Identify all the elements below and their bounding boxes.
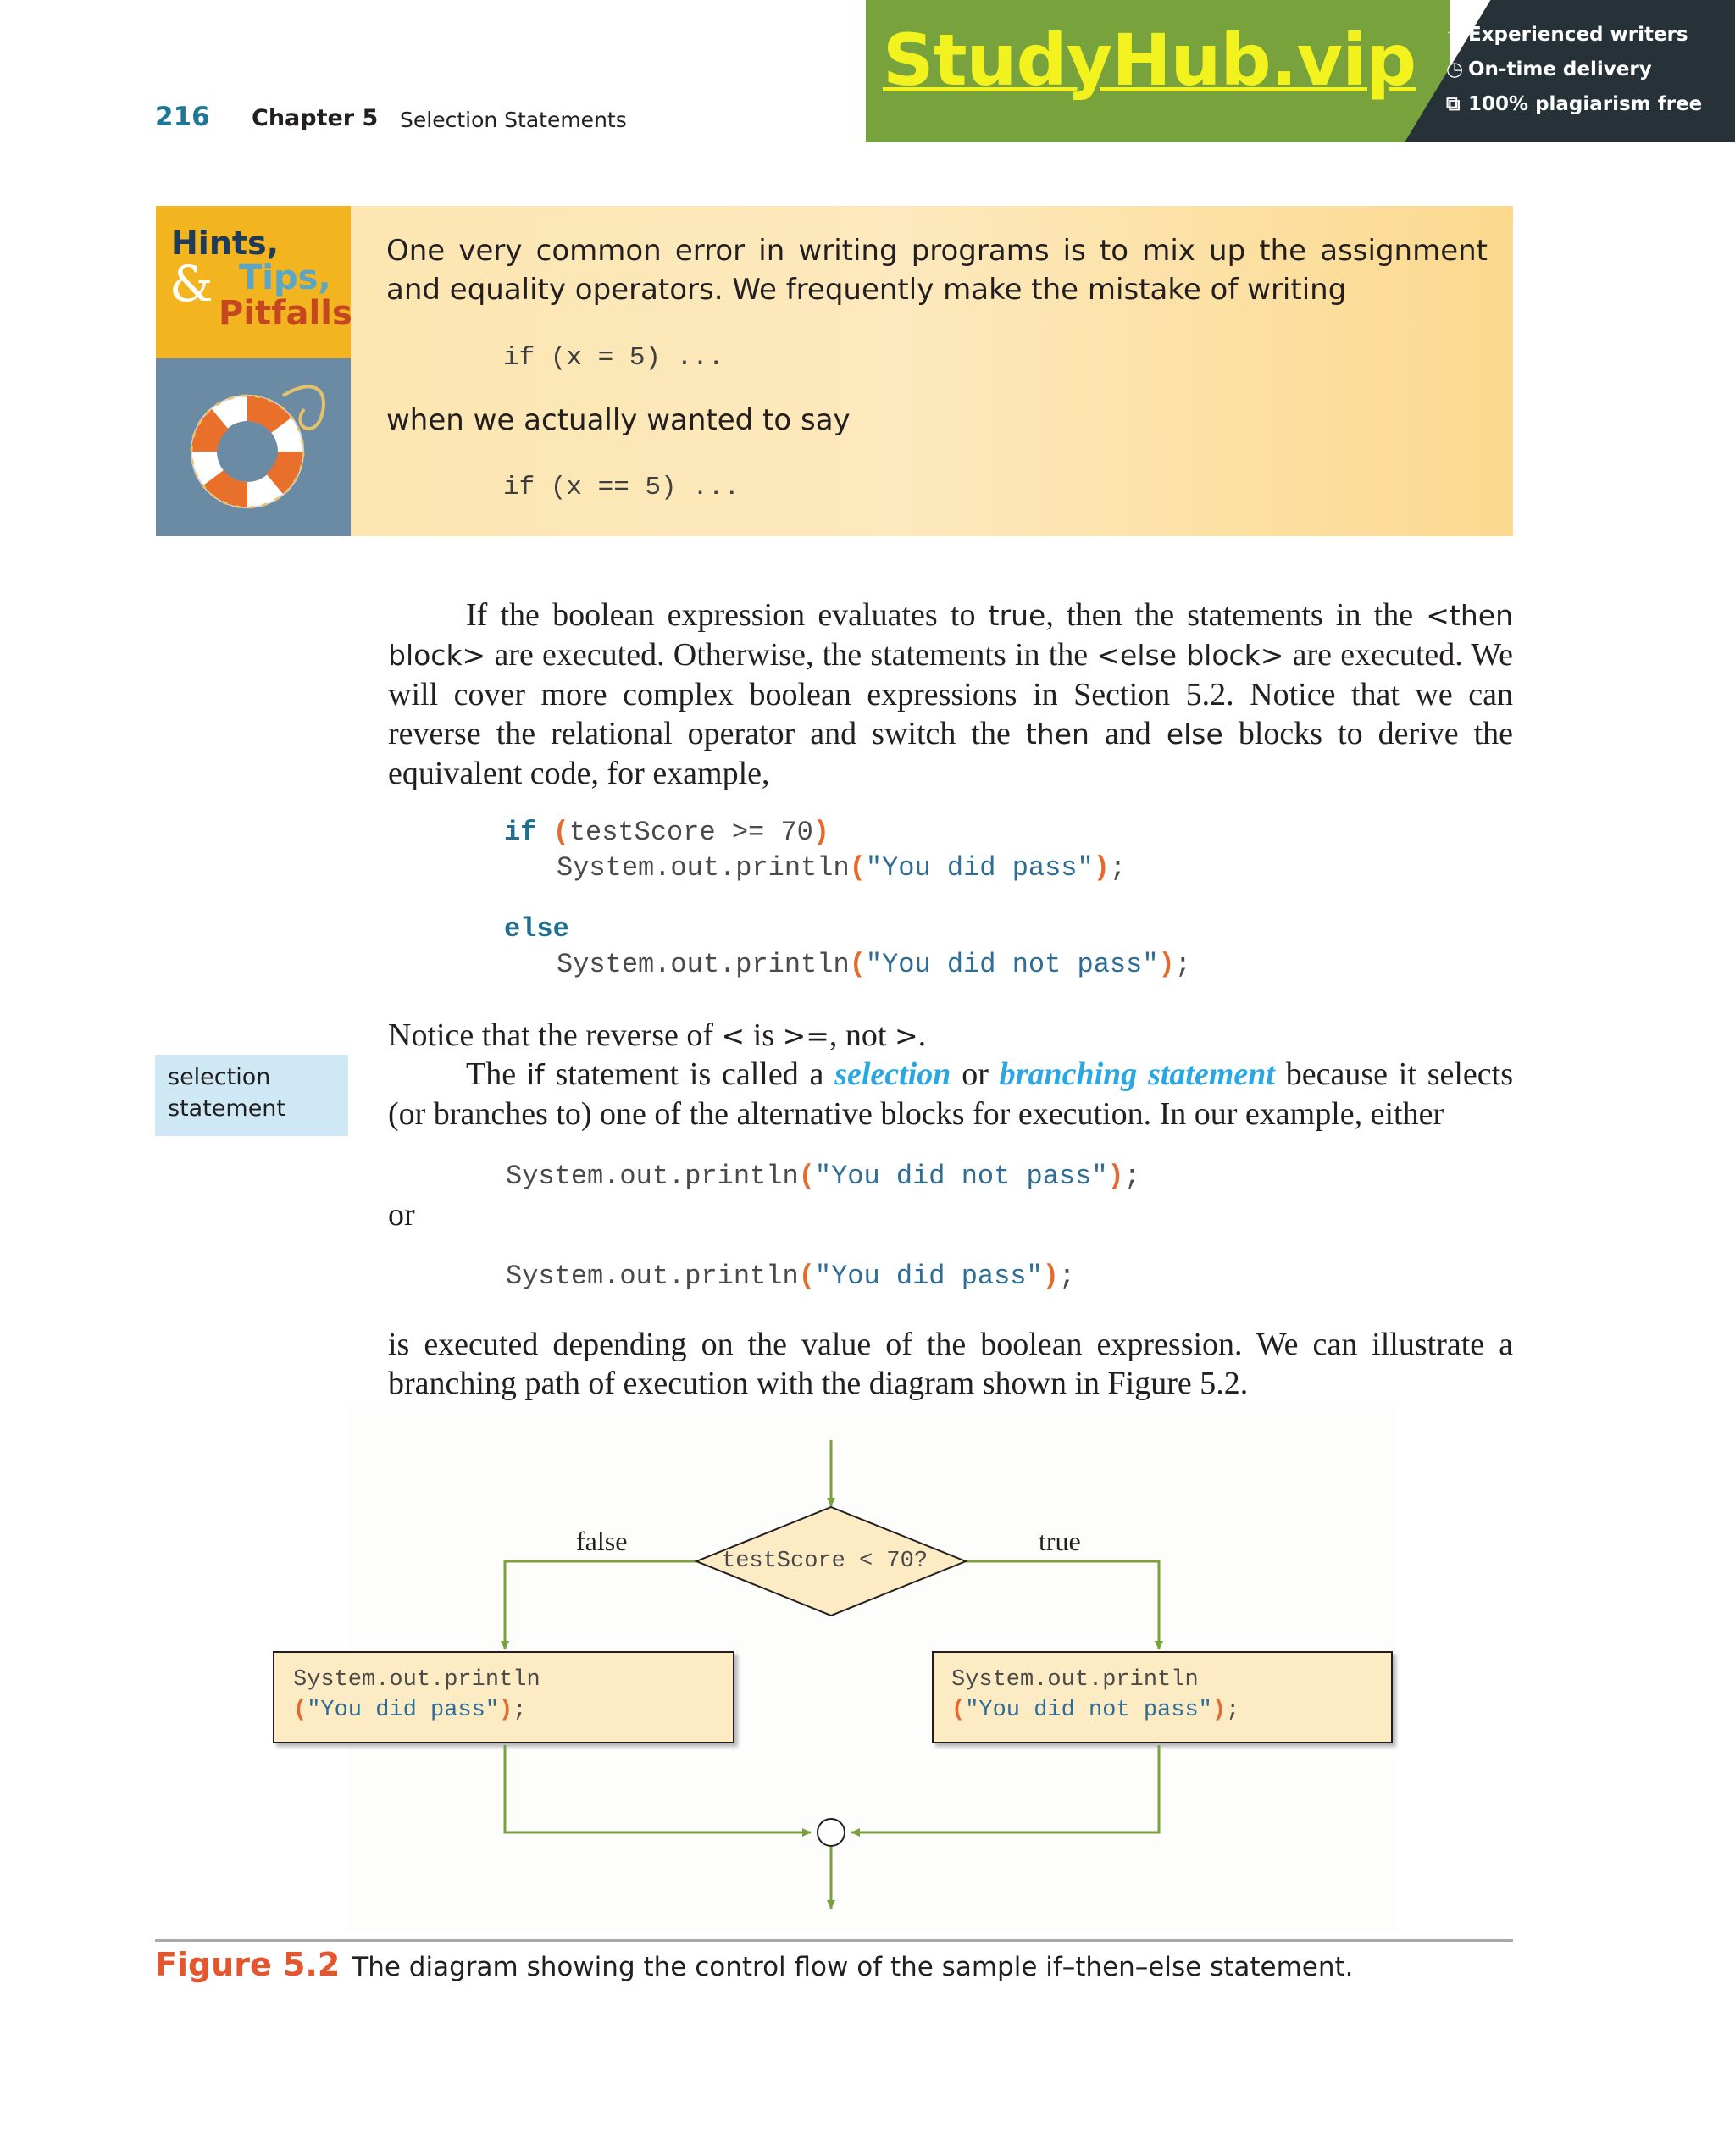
hints-code-wrong: if (x = 5) ... bbox=[503, 343, 724, 373]
merge-node bbox=[818, 1819, 845, 1846]
caption-text: The diagram showing the control flow of the sample if–then–else statement. bbox=[352, 1952, 1354, 1982]
code-line-else-body: System.out.println("You did not pass"); bbox=[557, 949, 1191, 980]
glossary-term: selection bbox=[834, 1056, 951, 1092]
hints-logo-word: & bbox=[169, 255, 213, 313]
hints-paragraph: One very common error in writing programs is to mix up the assignment and equality operators. We frequently make the mistake of writing bbox=[386, 234, 1488, 307]
left-box-line: ("You did pass"); bbox=[293, 1698, 527, 1723]
body-paragraph: is executed depending on the value of the boolean expression. We can illustrate a branching path of execution with the diagram shown in Figure 5.2. bbox=[388, 1327, 1513, 1401]
right-merge-arrow bbox=[851, 1745, 1159, 1832]
left-merge-arrow bbox=[505, 1745, 811, 1832]
chapter-title: Selection Statements bbox=[400, 108, 627, 132]
banner-feature-text: 100% plagiarism free bbox=[1468, 93, 1703, 115]
figure-rule bbox=[155, 1939, 1513, 1942]
code-line-then: System.out.println("You did pass"); bbox=[557, 852, 1127, 884]
page-number: 216 bbox=[155, 102, 210, 132]
body-paragraph: If the boolean expression evaluates to true, then the statements in the <then block> are executed. Otherwise, the statements in the <else block> are executed. We will cover more complex boolean expressions in Section 5.2. Notice that we can reverse the relational operator and switch the then and else blocks to derive the equivalent code, for example, bbox=[388, 597, 1514, 791]
chapter-label: Chapter 5 bbox=[252, 105, 379, 131]
code-line-else: else bbox=[504, 913, 569, 945]
body-paragraph: The if statement is called a selection or branching statement because it selects (or branches to) one of the alternative blocks for execution. In our example, either bbox=[388, 1056, 1513, 1132]
glossary-term: branching statement bbox=[999, 1056, 1275, 1092]
figure-caption bbox=[155, 1946, 1354, 1983]
right-box-line: ("You did not pass"); bbox=[951, 1698, 1240, 1723]
code-line-if: if (testScore >= 70) bbox=[504, 817, 830, 848]
code-example: System.out.println("You did not pass"); bbox=[506, 1161, 1140, 1192]
left-box-line: System.out.println bbox=[293, 1667, 540, 1693]
banner-logo[interactable]: StudyHub.vip bbox=[883, 19, 1416, 102]
margin-note-line: selection bbox=[168, 1064, 271, 1090]
copy-icon: ⧉ bbox=[1446, 93, 1461, 115]
star-icon: ☆ bbox=[1446, 24, 1464, 46]
false-branch-arrow bbox=[505, 1561, 696, 1649]
right-box-line: System.out.println bbox=[951, 1667, 1199, 1693]
hints-paragraph: when we actually wanted to say bbox=[386, 403, 851, 437]
caption-label: Figure 5.2 bbox=[155, 1946, 341, 1983]
banner-feature-text: Experienced writers bbox=[1468, 24, 1688, 46]
code-example: System.out.println("You did pass"); bbox=[506, 1261, 1076, 1292]
banner-feature-text: On-time delivery bbox=[1468, 58, 1652, 80]
notice-line: Notice that the reverse of < is >=, not >. bbox=[388, 1017, 927, 1053]
hints-code-right: if (x == 5) ... bbox=[503, 473, 740, 502]
hints-logo-word: Hints, bbox=[171, 224, 280, 262]
decision-label: testScore < 70? bbox=[722, 1549, 928, 1574]
false-label: false bbox=[576, 1526, 628, 1556]
hints-logo-word: Pitfalls bbox=[219, 294, 352, 333]
or-word: or bbox=[388, 1197, 415, 1233]
true-branch-arrow bbox=[966, 1561, 1159, 1649]
clock-icon: ◷ bbox=[1446, 58, 1464, 80]
true-label: true bbox=[1039, 1526, 1081, 1556]
margin-note-line: statement bbox=[168, 1095, 286, 1122]
hints-logo-word: Tips, bbox=[239, 258, 331, 297]
